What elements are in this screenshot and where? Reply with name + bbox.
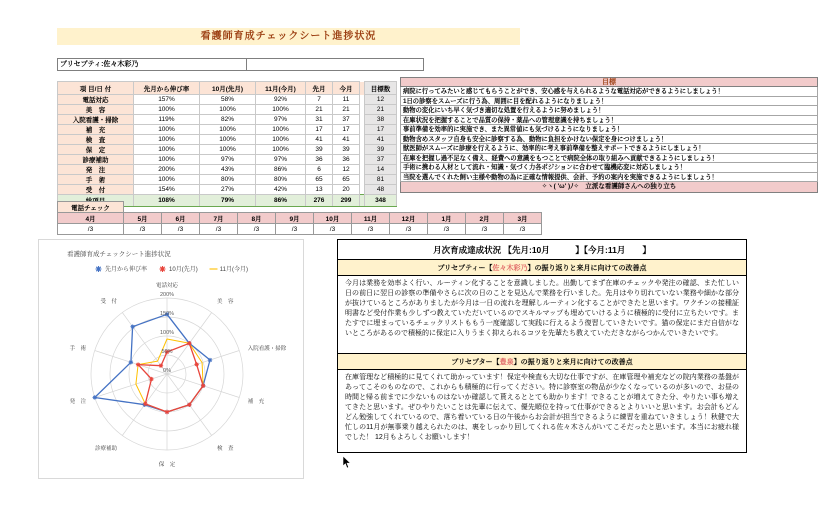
preceptor-section-heading	[338, 353, 746, 370]
phone-month-cell: 2月	[466, 213, 504, 224]
preceptee-name-cell: プリセプティ:佐々木彩乃	[57, 58, 247, 71]
row-cur-month-pct: 97%	[256, 115, 306, 125]
phone-month-cell: 3月	[504, 213, 542, 224]
preceptee-section-heading	[338, 259, 746, 276]
row-item-label: 美 容	[58, 105, 134, 115]
row-cur-month-pct: 42%	[256, 185, 306, 195]
goals-footer: ✧ヽ( 'ω' )ﾉ✧ 立派な看護師さんへの独り立ち	[400, 182, 818, 193]
row-cur-count[interactable]: 41	[333, 135, 360, 145]
radar-plot	[39, 274, 303, 474]
row-goal-count: 21	[365, 105, 397, 115]
row-prev-count[interactable]: 17	[306, 125, 333, 135]
radar-legend-item	[94, 264, 147, 273]
row-cur-count[interactable]: 65	[333, 175, 360, 185]
phone-value-cell[interactable]: /3	[466, 224, 504, 235]
row-growth: 100%	[134, 125, 200, 135]
phone-month-cell: 5月	[124, 213, 162, 224]
row-prev-count[interactable]: 21	[306, 105, 333, 115]
row-item-label: 補 充	[58, 125, 134, 135]
radar-legend	[39, 264, 303, 273]
goal-item: 病院に行ってみたいと感じてもらうことができ、安心感を与えられるような電話対応ができるようにしましょう！	[400, 87, 818, 97]
phone-month-cell: 9月	[276, 213, 314, 224]
row-cur-month-pct: 100%	[256, 135, 306, 145]
svg-text:保 定: 保 定	[158, 462, 176, 468]
row-prev-count[interactable]: 13	[306, 185, 333, 195]
goal-item: 事前準備を効率的に実施でき、また異常値にも気づけるようになりましょう！	[400, 125, 818, 135]
preceptee-heading-post: 】の振り返りと来月に向けての改善点	[527, 264, 647, 272]
mouse-cursor	[342, 456, 352, 469]
col-header-prev: 先月	[306, 82, 333, 95]
table-row	[58, 105, 397, 115]
phone-value-cell[interactable]: /3	[200, 224, 238, 235]
row-goal-count: 41	[365, 135, 397, 145]
phone-value-cell[interactable]: /3	[162, 224, 200, 235]
table-row	[58, 135, 397, 145]
phone-value-cell[interactable]: /3	[314, 224, 352, 235]
phone-month-cell: 11月	[352, 213, 390, 224]
row-cur-month-pct: 86%	[256, 165, 306, 175]
svg-text:50%: 50%	[161, 349, 173, 355]
goal-item: 当院を選んでくれた飼い主様や動物の為に正確な情報提供、会計、予約の案内を実施できるようにしましょう！	[400, 173, 818, 183]
preceptee-reflection-text: 今月は業務を効率よく行い、ルーティン化することを意識しました。出勤してまず在庫のチェックや発注の確認、また忙しい日の前日に翌日の診察の準備やさらに次の日のことを見込んで業務を行いました。先月はやり切れていない業務や細かな部分が抜けているところがありましたが今月は一日の流れを理解しルーティン化することができたと思います。ワクチンの接種証明書など受付作業も少しずつ教えていただいているのでスキルマップも埋めていけるように積極的に受付に立ちたいです。またすでに埋まっているチェックリストももう一度確認して実践に行えるよう復習していきたいです。猫の保定にまだ自信がないところがあるので積極的に保定に入りうまく抑えられるコツを先輩たち教えていただきながらつかんでいきたいです。	[345, 280, 739, 337]
col-header-prev-month: 10月(先月)	[200, 82, 256, 95]
monthly-status-box	[337, 239, 747, 453]
table-row	[58, 185, 397, 195]
phone-value-cell[interactable]: /3	[504, 224, 542, 235]
legend-asterisk-marker	[94, 265, 103, 273]
phone-month-row	[58, 213, 542, 224]
row-cur-count[interactable]: 17	[333, 125, 360, 135]
total-nov: 86%	[256, 195, 306, 207]
row-cur-month-pct: 92%	[256, 95, 306, 105]
table-row	[58, 115, 397, 125]
phone-check-label: 電話チェック	[58, 202, 124, 213]
col-header-item: 項 目/日 付	[58, 82, 134, 95]
phone-value-cell[interactable]: /3	[238, 224, 276, 235]
total-cur: 299	[333, 195, 360, 207]
row-prev-count[interactable]: 41	[306, 135, 333, 145]
col-header-growth: 先月から伸び率	[134, 82, 200, 95]
row-prev-month-pct: 82%	[200, 115, 256, 125]
row-growth: 100%	[134, 155, 200, 165]
preceptee-heading-pre: プリセプティー【	[437, 264, 493, 272]
row-growth: 100%	[134, 135, 200, 145]
table-header-row	[58, 82, 397, 95]
input-banner-row	[58, 72, 397, 82]
row-prev-count[interactable]: 36	[306, 155, 333, 165]
phone-value-cell[interactable]: /3	[428, 224, 466, 235]
row-prev-month-pct: 100%	[200, 125, 256, 135]
total-goal: 348	[365, 195, 397, 207]
phone-value-cell[interactable]: /3	[352, 224, 390, 235]
phone-value-cell[interactable]: /3	[276, 224, 314, 235]
row-goal-count: 17	[365, 125, 397, 135]
row-prev-count[interactable]: 7	[306, 95, 333, 105]
input-only-banner: ↓ココのみ入力	[306, 72, 360, 82]
preceptor-reflection-text: 在庫管理など積極的に見てくれて助かっています！保定や検査も大切な仕事ですが、在庫管理や補充などの院内業務の基盤があってこそのものなので、これからも積極的に行ってください。特に診察室の物品が少なくなっているのが多いので、お昼の時間と帰る前までに少ないものはないか確認して貰えるととても助かります！できることが増えてきた分、やりたい事も増えてきたと思います。ぜひやりたいことは先輩に伝えて、優先順位を持って仕事ができるとよりいいと思います。お会計もどんどん勉強してくれているので、落ち着いている日の午後からお会計が担当できるように練習を重ねていきましょう！秋健で大忙しの11月が無事乗り越えられたのは、裏をしっかり回してくれる佐々木さんがいてこそだったと思います。本当にお疲れ様でした！ 12月もよろしくお願いします！	[345, 374, 739, 441]
row-goal-count: 38	[365, 115, 397, 125]
row-cur-count[interactable]: 12	[333, 165, 360, 175]
row-growth: 200%	[134, 165, 200, 175]
radar-legend-label: 10月(先月)	[169, 267, 198, 273]
row-prev-month-pct: 58%	[200, 95, 256, 105]
phone-value-cell[interactable]: /3	[124, 224, 162, 235]
table-row	[58, 175, 397, 185]
row-growth: 100%	[134, 145, 200, 155]
radar-legend-item	[209, 264, 248, 273]
preceptor-heading-post: 】の振り返りと来月に向けての改善点	[513, 358, 633, 366]
total-oct: 79%	[200, 195, 256, 207]
svg-text:0%: 0%	[163, 368, 171, 374]
row-prev-month-pct: 27%	[200, 185, 256, 195]
col-header-goal: 目標数	[365, 82, 397, 95]
svg-text:発 注: 発 注	[69, 398, 87, 405]
row-goal-count: 12	[365, 95, 397, 105]
phone-month-cell: 7月	[200, 213, 238, 224]
row-cur-count[interactable]: 21	[333, 105, 360, 115]
col-header-cur: 今月	[333, 82, 360, 95]
row-item-label: 検 査	[58, 135, 134, 145]
phone-month-cell: 1月	[428, 213, 466, 224]
row-cur-count[interactable]: 39	[333, 145, 360, 155]
preceptee-blank-cell[interactable]	[247, 58, 424, 71]
row-cur-month-pct: 97%	[256, 155, 306, 165]
row-goal-count: 14	[365, 165, 397, 175]
radar-chart-title: 看護師育成チェックシート進捗状況	[67, 251, 171, 258]
row-prev-month-pct: 100%	[200, 135, 256, 145]
goal-item: 動物の変化にいち早く気づき適切な処置を行えるように努めましょう！	[400, 106, 818, 116]
row-goal-count: 37	[365, 155, 397, 165]
goal-item: 1日の診察をスムーズに行う為、周囲に目を配れるようになりましょう！	[400, 97, 818, 107]
radar-legend-label: 先月から伸び率	[105, 267, 148, 273]
svg-text:検 査: 検 査	[217, 445, 234, 452]
progress-table	[57, 72, 397, 207]
preceptee-row	[57, 58, 424, 71]
row-cur-month-pct: 100%	[256, 125, 306, 135]
phone-month-cell: 8月	[238, 213, 276, 224]
row-prev-count[interactable]: 31	[306, 115, 333, 125]
phone-month-cell: 10月	[314, 213, 352, 224]
row-item-label: 発 注	[58, 165, 134, 175]
row-growth: 100%	[134, 105, 200, 115]
svg-text:診療補助: 診療補助	[94, 445, 117, 452]
row-prev-month-pct: 43%	[200, 165, 256, 175]
row-prev-month-pct: 97%	[200, 155, 256, 165]
row-goal-count: 39	[365, 145, 397, 155]
row-cur-count[interactable]: 20	[333, 185, 360, 195]
row-prev-month-pct: 100%	[200, 105, 256, 115]
svg-text:補 充: 補 充	[247, 398, 265, 405]
row-item-label: 入院看護・掃除	[58, 115, 134, 125]
row-cur-month-pct: 100%	[256, 105, 306, 115]
preceptor-heading-pre: プリセプター【	[451, 358, 500, 366]
table-row	[58, 95, 397, 105]
phone-check-table	[57, 201, 542, 235]
legend-asterisk-marker	[158, 265, 167, 273]
goal-item: 在庫を把握し過不足なく備え、経費への意識をもつことで病院全体の取り組みへ貢献できるようにしましょう！	[400, 154, 818, 164]
radar-legend-item	[158, 264, 198, 273]
svg-text:受 付: 受 付	[100, 299, 117, 306]
table-row	[58, 165, 397, 175]
row-cur-month-pct: 100%	[256, 145, 306, 155]
radar-chart	[38, 239, 304, 479]
row-goal-count: 81	[365, 175, 397, 185]
svg-text:150%: 150%	[159, 311, 175, 317]
row-growth: 157%	[134, 95, 200, 105]
row-growth: 100%	[134, 175, 200, 185]
goals-panel	[400, 77, 818, 193]
total-prev: 276	[306, 195, 333, 207]
goal-item: 獣医師がスムーズに診療を行えるように、効率的に考え事前準備を整えサポートできるようにしましょう！	[400, 144, 818, 154]
row-growth: 154%	[134, 185, 200, 195]
table-row	[58, 125, 397, 135]
phone-value-row	[58, 224, 542, 235]
page-title: 看護師育成チェックシート進捗状況	[57, 28, 520, 45]
row-goal-count: 48	[365, 185, 397, 195]
row-cur-count[interactable]: 36	[333, 155, 360, 165]
row-prev-month-pct: 100%	[200, 145, 256, 155]
preceptor-name: 豊泉	[499, 358, 514, 366]
row-item-label: 手 術	[58, 175, 134, 185]
row-cur-month-pct: 80%	[256, 175, 306, 185]
phone-month-cell: 6月	[162, 213, 200, 224]
row-item-label: 診療補助	[58, 155, 134, 165]
row-item-label: 保 定	[58, 145, 134, 155]
goal-item: 手術に携わる人材として流れ・知識・気づく力各ポジションに合わせて臨機応変に対応しましょう！	[400, 163, 818, 173]
row-item-label: 電話対応	[58, 95, 134, 105]
table-row	[58, 155, 397, 165]
row-prev-count[interactable]: 6	[306, 165, 333, 175]
col-header-cur-month: 11月(今月)	[256, 82, 306, 95]
svg-text:手 術: 手 術	[69, 346, 87, 353]
svg-text:電話対応: 電話対応	[155, 283, 179, 289]
row-growth: 119%	[134, 115, 200, 125]
phone-month-cell: 4月	[58, 213, 124, 224]
svg-text:100%: 100%	[159, 330, 175, 336]
phone-value-cell[interactable]: /3	[58, 224, 124, 235]
svg-text:200%: 200%	[159, 292, 175, 298]
preceptee-name: 佐々木彩乃	[492, 264, 528, 272]
row-item-label: 受 付	[58, 185, 134, 195]
monthly-status-title: 月次育成達成状況 【先月:10月 】【今月:11月 】	[433, 245, 651, 255]
phone-month-cell: 12月	[390, 213, 428, 224]
row-cur-count[interactable]: 11	[333, 95, 360, 105]
row-prev-count[interactable]: 39	[306, 145, 333, 155]
phone-value-cell[interactable]: /3	[390, 224, 428, 235]
svg-text:入院看護・掃除: 入院看護・掃除	[247, 346, 287, 353]
radar-legend-label: 11月(今月)	[219, 267, 248, 273]
row-cur-count[interactable]: 37	[333, 115, 360, 125]
legend-line-marker	[209, 265, 218, 273]
goals-header: 目標	[400, 77, 818, 87]
row-prev-count[interactable]: 65	[306, 175, 333, 185]
total-growth: 108%	[134, 195, 200, 207]
svg-text:美 容: 美 容	[217, 299, 234, 306]
table-row	[58, 145, 397, 155]
goal-item: 在庫状況を把握することで品質の保持・薬品への管理意識を持ちましょう！	[400, 116, 818, 126]
goal-item: 動物含めスタッフ自身も安全に診察する為、動物に負担をかけない保定を身につけましょう！	[400, 135, 818, 145]
row-prev-month-pct: 80%	[200, 175, 256, 185]
